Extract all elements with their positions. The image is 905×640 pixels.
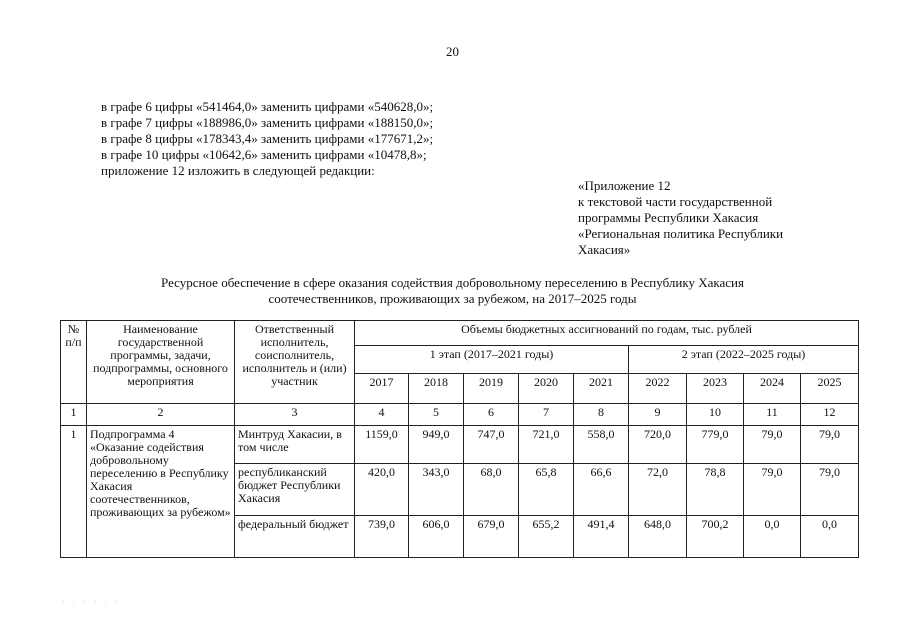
value-cell: 420,0: [355, 464, 409, 516]
value-cell: 949,0: [409, 426, 464, 464]
header-year: 2022: [629, 374, 687, 404]
appendix-line: «Региональная политика Республики: [578, 226, 784, 241]
amendment-line: в графе 10 цифры «10642,6» заменить цифрами «10478,8»;: [101, 147, 427, 162]
value-cell: 72,0: [629, 464, 687, 516]
column-number: 4: [355, 404, 409, 426]
value-cell: 79,0: [801, 464, 859, 516]
column-number: 10: [687, 404, 744, 426]
header-year: 2021: [574, 374, 629, 404]
value-cell: 65,8: [519, 464, 574, 516]
column-number: 1: [61, 404, 87, 426]
appendix-line: Хакасия»: [578, 242, 631, 257]
value-cell: 721,0: [519, 426, 574, 464]
column-number: 5: [409, 404, 464, 426]
value-cell: 655,2: [519, 516, 574, 558]
header-responsible: Ответственный исполнитель, соисполнитель, исполнитель и (или) участник: [235, 321, 355, 404]
value-cell: 0,0: [744, 516, 801, 558]
appendix-heading: [578, 178, 828, 258]
executor: республиканский бюджет Республики Хакасия: [235, 464, 355, 516]
amendment-text: [101, 99, 433, 179]
amendment-line: в графе 7 цифры «188986,0» заменить цифрами «188150,0»;: [101, 115, 434, 130]
value-cell: 558,0: [574, 426, 629, 464]
executor: Минтруд Хакасии, в том числе: [235, 426, 355, 464]
page-number: 20: [446, 44, 459, 59]
value-cell: 720,0: [629, 426, 687, 464]
value-cell: 648,0: [629, 516, 687, 558]
header-number: № п/п: [61, 321, 87, 404]
amendment-line: в графе 8 цифры «178343,4» заменить цифрами «177671,2»;: [101, 131, 434, 146]
header-year: 2023: [687, 374, 744, 404]
column-number: 7: [519, 404, 574, 426]
resource-table: [60, 320, 859, 558]
header-name: Наименование государственной программы, задачи, подпрограммы, основного мероприятия: [87, 321, 235, 404]
scan-artifact: · · · · · ·: [62, 598, 121, 607]
column-number: 6: [464, 404, 519, 426]
header-year: 2019: [464, 374, 519, 404]
value-cell: 779,0: [687, 426, 744, 464]
value-cell: 491,4: [574, 516, 629, 558]
table-row: [61, 426, 859, 464]
amendment-line: приложение 12 изложить в следующей редакции:: [101, 163, 375, 178]
value-cell: 66,6: [574, 464, 629, 516]
amendment-line: в графе 6 цифры «541464,0» заменить цифрами «540628,0»;: [101, 99, 434, 114]
value-cell: 747,0: [464, 426, 519, 464]
value-cell: 1159,0: [355, 426, 409, 464]
header-year: 2020: [519, 374, 574, 404]
value-cell: 79,0: [744, 464, 801, 516]
appendix-line: к текстовой части государственной: [578, 194, 773, 209]
appendix-line: программы Республики Хакасия: [578, 210, 759, 225]
row-number: 1: [61, 426, 87, 558]
header-year: 2024: [744, 374, 801, 404]
subprogram-name: Подпрограмма 4 «Оказание содействия добровольному переселению в Республику Хакасия соотечественников, проживающих за рубежом»: [87, 426, 235, 558]
column-number: 12: [801, 404, 859, 426]
title-line: Ресурсное обеспечение в сфере оказания содействия добровольному переселению в Республику Хакасия: [161, 275, 744, 290]
header-volumes: Объемы бюджетных ассигнований по годам, тыс. рублей: [355, 321, 859, 346]
table-title: [0, 275, 905, 307]
value-cell: 679,0: [464, 516, 519, 558]
value-cell: 79,0: [744, 426, 801, 464]
appendix-line: «Приложение 12: [578, 178, 671, 193]
header-stage-2: 2 этап (2022–2025 годы): [629, 346, 859, 374]
column-number: 9: [629, 404, 687, 426]
header-stage-1: 1 этап (2017–2021 годы): [355, 346, 629, 374]
header-year: 2025: [801, 374, 859, 404]
value-cell: 79,0: [801, 426, 859, 464]
header-year: 2018: [409, 374, 464, 404]
column-number: 8: [574, 404, 629, 426]
column-number: 2: [87, 404, 235, 426]
header-year: 2017: [355, 374, 409, 404]
value-cell: 739,0: [355, 516, 409, 558]
column-number: 3: [235, 404, 355, 426]
value-cell: 78,8: [687, 464, 744, 516]
executor: федеральный бюджет: [235, 516, 355, 558]
column-number: 11: [744, 404, 801, 426]
value-cell: 700,2: [687, 516, 744, 558]
value-cell: 68,0: [464, 464, 519, 516]
value-cell: 343,0: [409, 464, 464, 516]
column-number-row: [61, 404, 859, 426]
value-cell: 0,0: [801, 516, 859, 558]
value-cell: 606,0: [409, 516, 464, 558]
title-line: соотечественников, проживающих за рубежом, на 2017–2025 годы: [268, 291, 637, 306]
